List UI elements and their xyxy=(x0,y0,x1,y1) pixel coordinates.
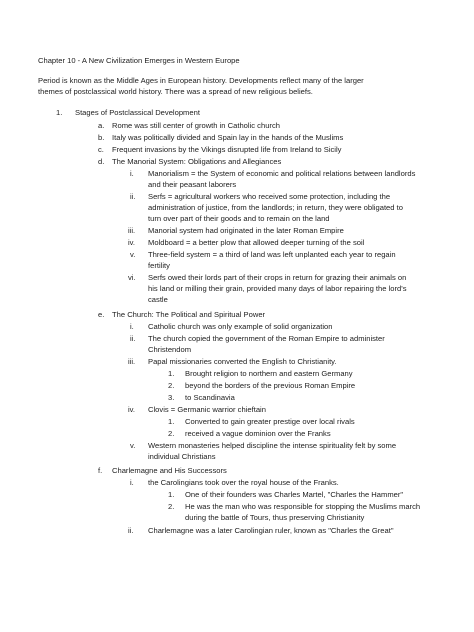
document-page: Chapter 10 - A New Civilization Emerges in Western Europe Period is known as the Middle Ages in European history. Developments reflect many of the larger themes of postclassical world history. There was a spread of new religious beliefs. 1. Stages of Postclassical Development a. Rome was still center of growth in Catholic church b. Italy was politically divided and Spain lay in the hands of the Muslims c. Frequent invasions by the Vikings disrupted life from Ireland to Sicily d. The Manorial System: Obligations and Allegiances i. Manorialism = the System of economic and political relations between landlords and their peasant laborers ii. Serfs = agricultural workers who received some protection, including the administration of justice, from the landlords; in return, they were obligated to turn over part of their goods and to remain on the land iii. Manorial system had originated in the later Roman Empire iv. Moldboard = a better plow that allowed deeper turning of the soil v. Three-field system = a third of land was left unplanted each year to regain fertility vi. Serfs owed their lords part of their crops in return for grazing their animals on his land or milling their grain, provided many days of labor repairing the lord's castle e. The Church: The Political and Spiritual Power i. Catholic church was only example of solid organization ii. The church copied the government of the Roman Empire to administer Christendom iii. Papal missionaries converted the English to Christianity. 1. Brought religion to northern and eastern Germany 2. beyond the borders of the previous Roman Empire 3. to Scandinavia iv. Clovis = Germanic warrior chieftain 1. Converted to gain greater prestige over local rivals 2. received a vague dominion over the Franks v. Western monasteries helped discipline the intense spirituality felt by some individual Christians f. Charlemagne and His Successors i. the Carolingians took over the royal house of the Franks. 1. One of their founders was Charles Martel, "Charles the Hammer" 2. He was the man who was responsible for stopping the Muslims march during the battle of Tours, thus preserving Christianity ii. Charlemagne was a later Carolingian ruler, known as "Charles the Great" xyxy=(38,56,421,535)
